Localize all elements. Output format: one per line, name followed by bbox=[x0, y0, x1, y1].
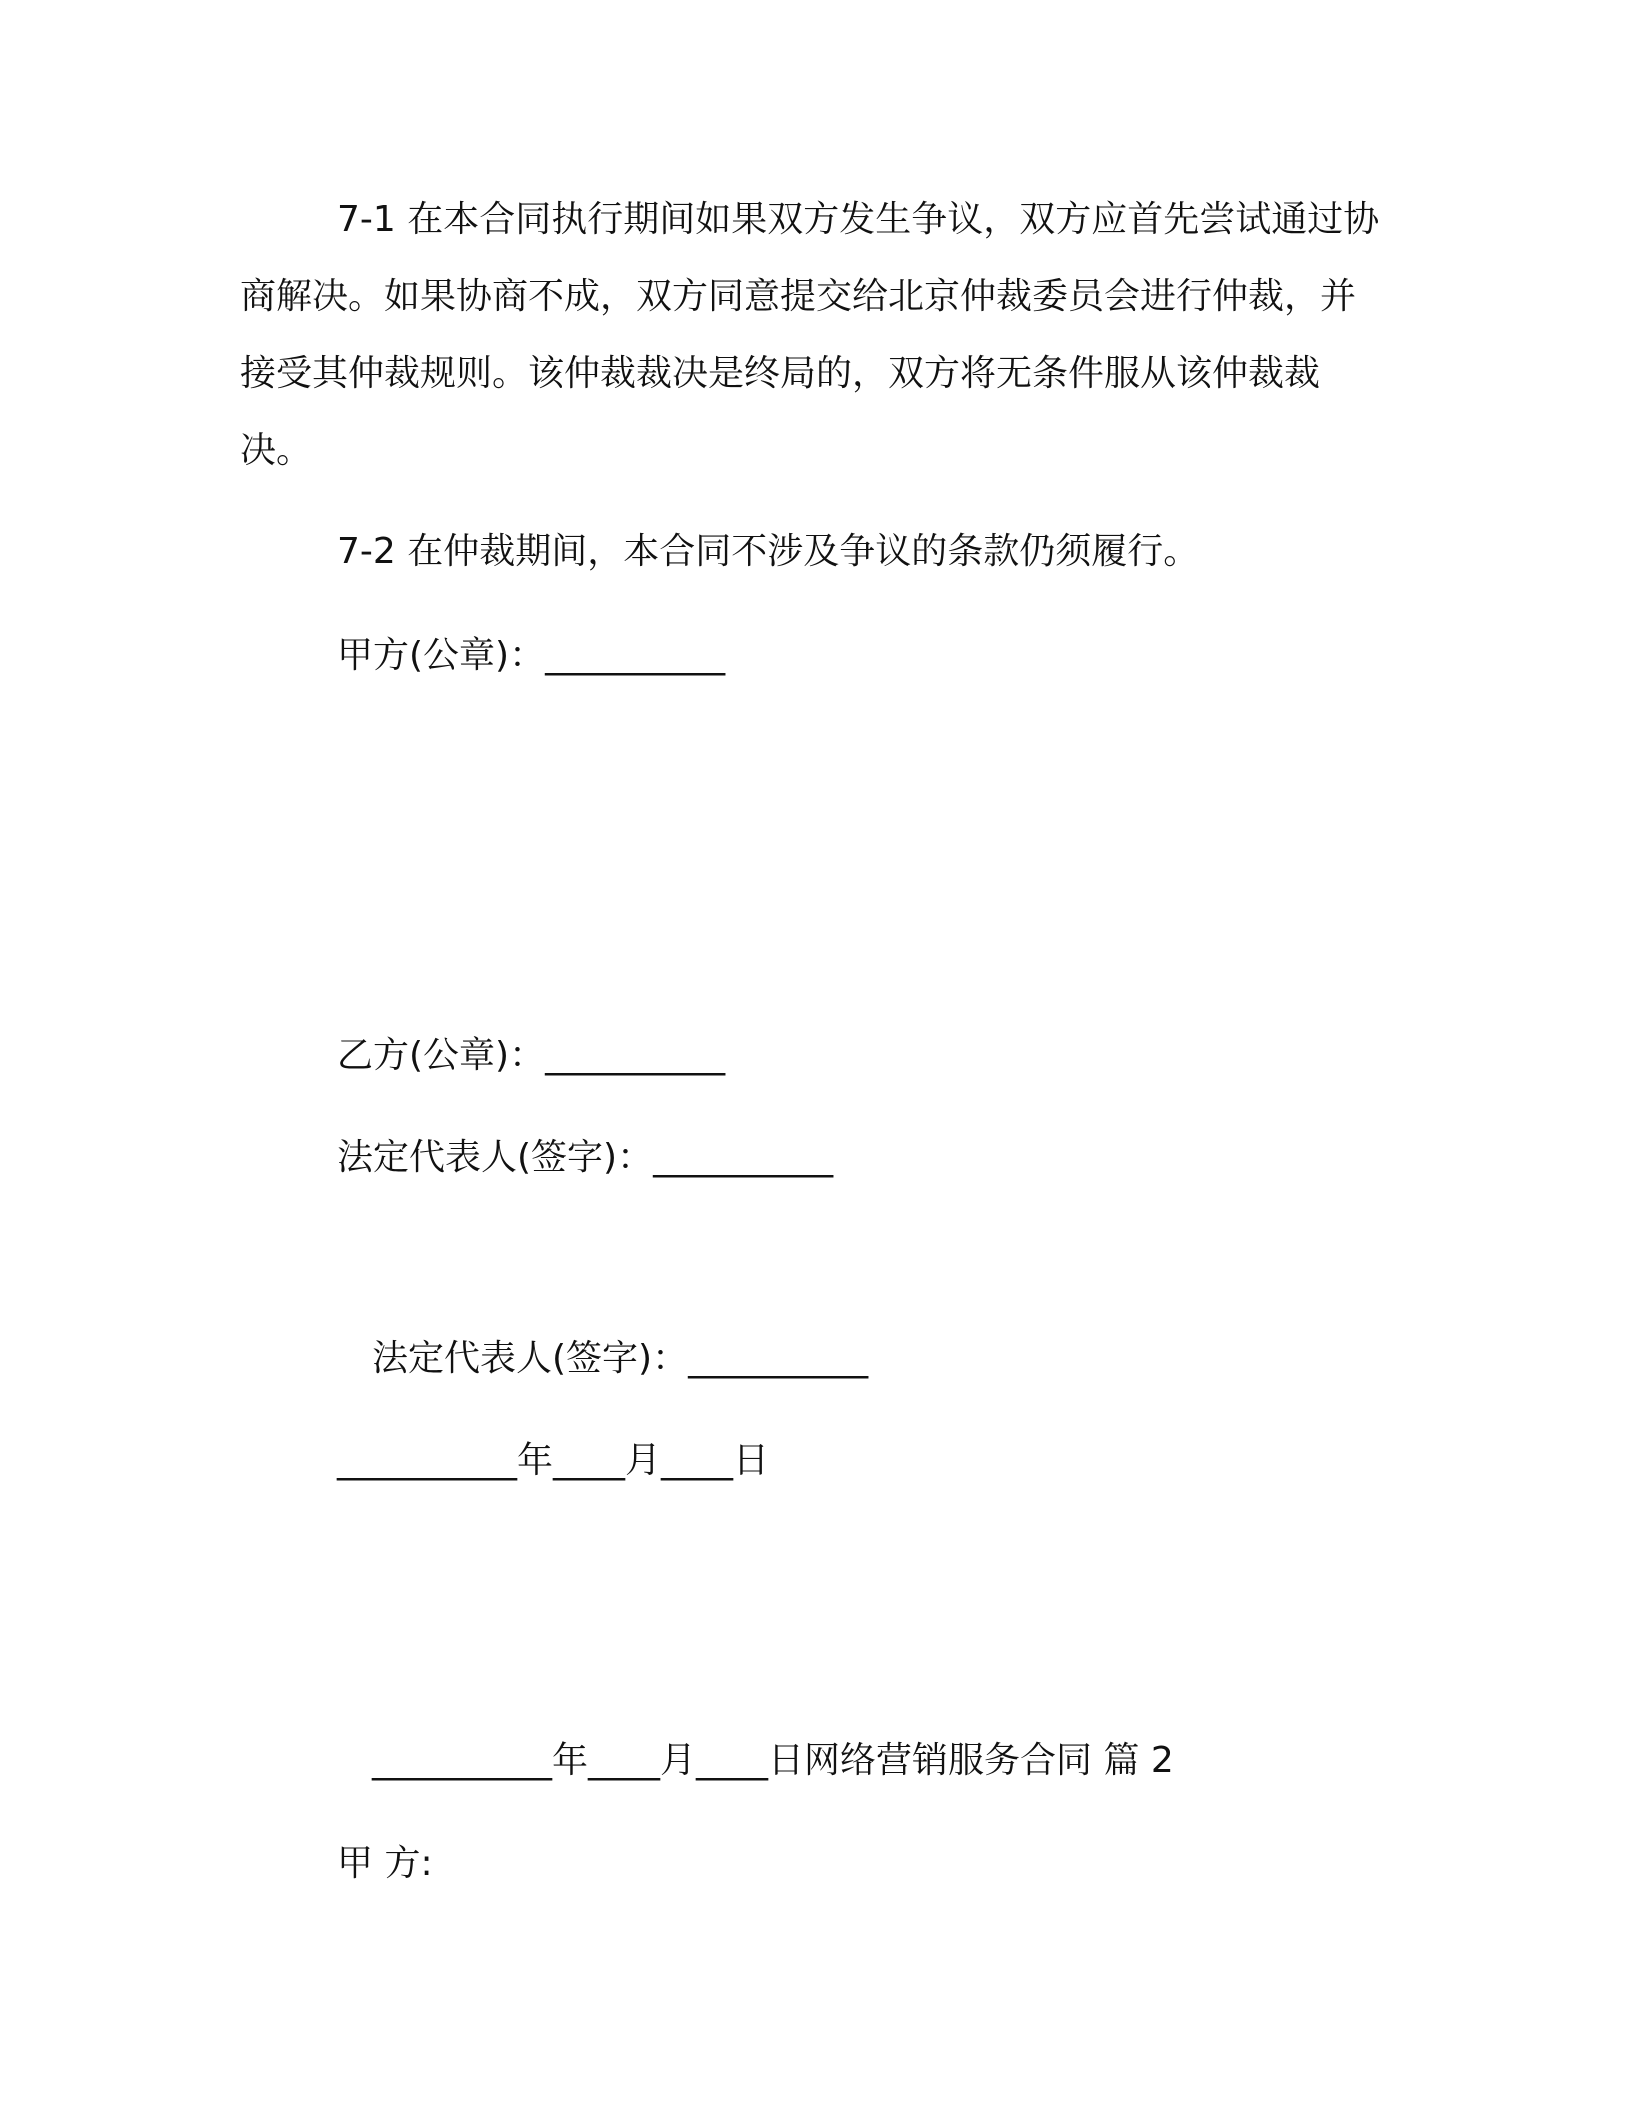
clause-7-2-paragraph: 7-2 在仲裁期间，本合同不涉及争议的条款仍须履行。 bbox=[337, 531, 1200, 572]
date-line: __________年____月____日 bbox=[337, 1440, 769, 1481]
party-a-label: 甲 方: bbox=[337, 1843, 433, 1884]
legal-representative-signature-line: 法定代表人(签字)：__________ bbox=[372, 1338, 869, 1379]
legal-representative-signature-line: 法定代表人(签字)：__________ bbox=[337, 1137, 834, 1178]
next-contract-heading: __________年____月____日网络营销服务合同 篇 2 bbox=[372, 1740, 1174, 1781]
party-a-seal-line: 甲方(公章)：__________ bbox=[337, 635, 726, 676]
clause-7-1-paragraph: 7-1 在本合同执行期间如果双方发生争议，双方应首先尝试通过协商解决。如果协商不成，双方同意提交给北京仲裁委员会进行仲裁，并接受其仲裁规则。该仲裁裁决是终局的，双方将无条件服从该仲裁裁决。 bbox=[240, 199, 1380, 471]
party-b-seal-line: 乙方(公章)：__________ bbox=[337, 1035, 726, 1076]
